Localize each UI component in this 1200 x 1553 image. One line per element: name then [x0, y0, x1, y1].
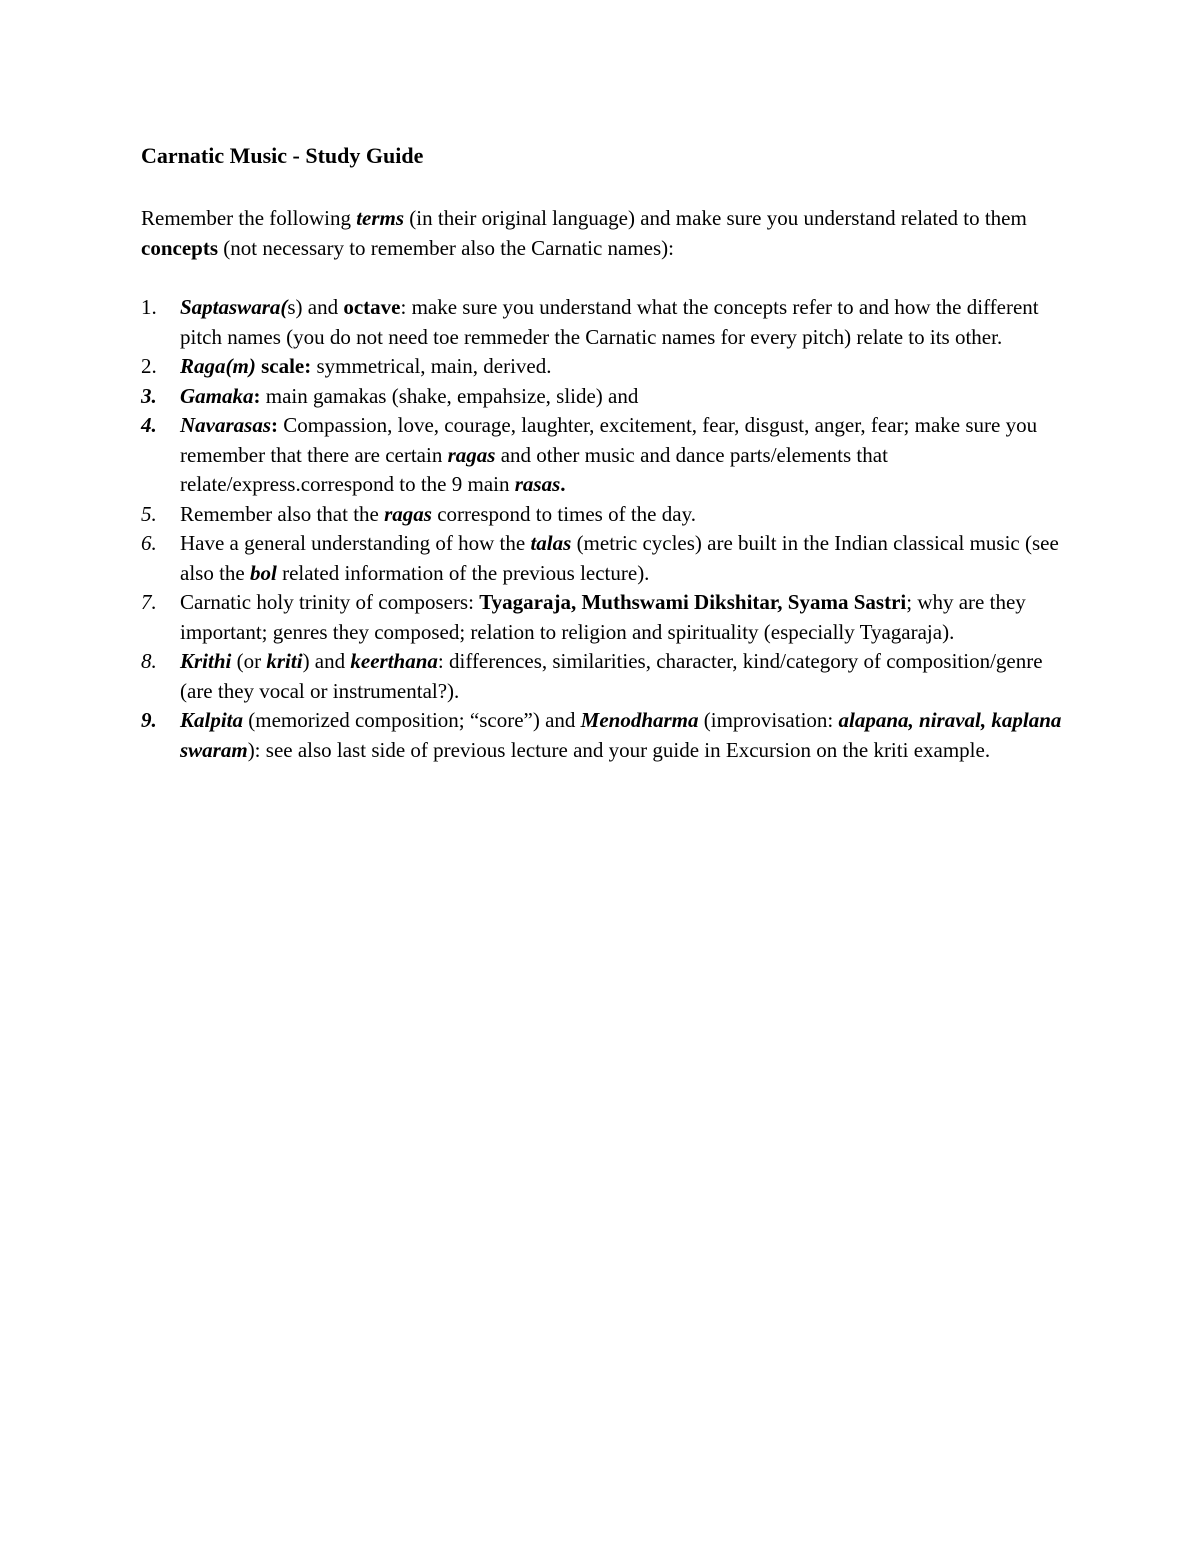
- text-run: (improvisation:: [698, 708, 839, 732]
- text-run: : make sure you understand what the concepts refer to and how the different pitch names (you do not need toe remmeder the Carnatic names for every pitch) relate to its other.: [180, 295, 1039, 349]
- list-item: [141, 352, 1071, 382]
- text-run: (metric cycles) are built in the Indian classical music (see also the: [180, 531, 1059, 585]
- text-run: Gamaka: [180, 383, 254, 408]
- text-run: s) and: [287, 295, 344, 319]
- text-run: rasas: [514, 472, 561, 496]
- text-run: related information of the previous lecture).: [276, 560, 650, 585]
- list-item: [141, 411, 1071, 500]
- text-run: :: [271, 413, 279, 437]
- text-run: ) and: [302, 649, 351, 673]
- list-item: [141, 588, 1071, 647]
- list-item-text: [180, 531, 1059, 585]
- text-run: bol: [249, 560, 277, 585]
- list-item-text: [180, 502, 696, 526]
- list-item-text: [180, 649, 1043, 703]
- text-run: alapana, niraval, kaplana swaram: [180, 708, 1062, 762]
- text-run: Remember also that the: [180, 501, 385, 526]
- list-number: 2.: [141, 354, 157, 378]
- text-run: Navarasas: [180, 413, 272, 437]
- list-item: [141, 500, 1071, 530]
- text-run: ; why are they important; genres they composed; relation to religion and spirituality (especially Tyagaraja).: [180, 590, 1026, 644]
- list-item-text: [180, 295, 1039, 349]
- text-run: Krithi: [180, 649, 232, 673]
- intro-paragraph: [141, 204, 1071, 263]
- text-run: terms: [356, 206, 405, 230]
- text-run: Remember the following: [141, 206, 357, 230]
- list-item-text: [180, 590, 1026, 644]
- text-run: concepts: [141, 235, 218, 260]
- text-run: talas: [530, 531, 572, 555]
- list-item: [141, 382, 1071, 412]
- list-item-text: [180, 413, 1037, 496]
- text-run: (not necessary to remember also the Carnatic names):: [218, 235, 674, 260]
- text-run: main gamakas (shake, empahsize, slide) and: [260, 383, 639, 408]
- list-number: 9.: [141, 708, 157, 732]
- study-list: [141, 293, 1071, 765]
- list-number: 5.: [141, 501, 157, 526]
- text-run: :: [253, 383, 261, 408]
- list-item-text: [180, 708, 1061, 762]
- text-run: ragas: [384, 501, 432, 526]
- text-run: Compassion, love, courage, laughter, excitement, fear, disgust, anger, fear; make sure you remember that there are certain: [180, 413, 1038, 467]
- text-run: scale:: [255, 354, 312, 378]
- list-number: 4.: [141, 413, 157, 437]
- text-run: .: [560, 472, 566, 496]
- text-run: symmetrical, main, derived.: [311, 354, 552, 378]
- text-run: Saptaswara(: [180, 295, 288, 319]
- list-item: [141, 706, 1071, 765]
- text-run: octave: [343, 295, 401, 319]
- text-run: Raga(m): [180, 354, 256, 378]
- text-run: Carnatic holy trinity of composers:: [180, 590, 480, 614]
- text-run: (or: [231, 649, 267, 673]
- list-item-text: [180, 384, 638, 408]
- list-item-text: [180, 354, 552, 378]
- list-item: [141, 647, 1071, 706]
- text-run: Menodharma: [580, 708, 699, 732]
- text-run: ragas: [447, 442, 496, 467]
- document-title: Carnatic Music - Study Guide: [141, 143, 424, 168]
- list-item: [141, 529, 1071, 588]
- list-number: 1.: [141, 295, 157, 319]
- text-run: and other music and dance parts/elements that relate/express.correspond to the 9 main: [180, 442, 888, 496]
- list-item: [141, 293, 1071, 352]
- text-run: Tyagaraja, Muthswami Dikshitar, Syama Sastri: [479, 590, 907, 614]
- text-run: kriti: [266, 649, 303, 673]
- text-run: : differences, similarities, character, kind/category of composition/genre (are they vocal or instrumental?).: [180, 649, 1043, 703]
- text-run: correspond to times of the day.: [431, 501, 696, 526]
- text-run: (in their original language) and make sure you understand related to them: [404, 206, 1027, 230]
- list-number: 3.: [141, 383, 157, 408]
- document-page: [141, 140, 1071, 765]
- text-run: Kalpita: [180, 708, 244, 732]
- list-number: 8.: [141, 649, 157, 673]
- text-run: keerthana: [350, 649, 438, 673]
- list-number: 6.: [141, 531, 157, 555]
- text-run: Have a general understanding of how the: [180, 531, 531, 555]
- list-number: 7.: [141, 590, 157, 614]
- text-run: ): see also last side of previous lecture and your guide in Excursion on the kriti example.: [247, 737, 991, 762]
- text-run: (memorized composition; “score”) and: [243, 708, 581, 732]
